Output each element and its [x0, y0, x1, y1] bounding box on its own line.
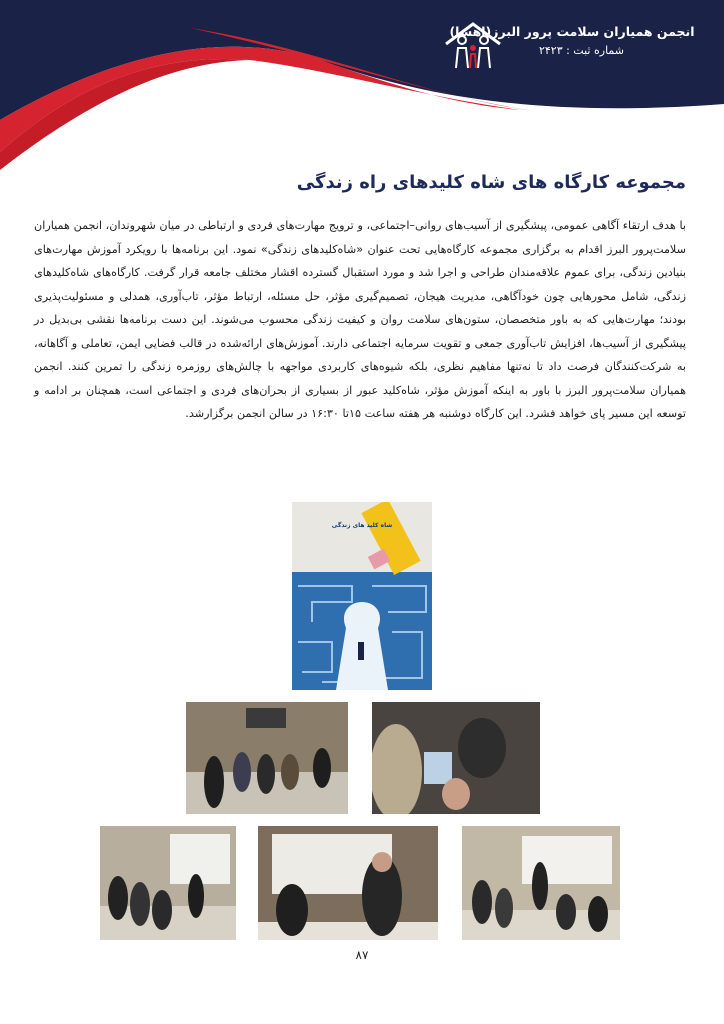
registration-number: شماره ثبت : ۲۴۲۳ [538, 44, 624, 57]
article-title: مجموعه کارگاه های شاه کلیدهای راه زندگی [296, 172, 686, 193]
workshop-photo-1 [186, 702, 348, 814]
page-header [0, 0, 724, 180]
workshop-photo-2 [372, 702, 540, 814]
workshop-poster-image [292, 502, 432, 690]
poster-title: شاه کلید های زندگی [331, 522, 393, 529]
workshop-photo-3 [100, 826, 236, 940]
page-number: ۸۷ [355, 948, 369, 962]
family-house-logo-icon [442, 20, 504, 72]
workshop-photo-4 [258, 826, 438, 940]
workshop-photo-5 [462, 826, 620, 940]
article-body: با هدف ارتقاء آگاهی عمومی، پیشگیری از آسیب‌های روانی–اجتماعی، و ترویج مهارت‌های فردی و ارتباطی در میان شهروندان، انجمن همیاران سلامت‌پرور البرز اقدام به برگزاری مجموعه کارگاه‌هایی تحت عنوان «شاه‌کلیدهای زندگی» نمود. این برنامه‌ها با رویکرد آموزش مهارت‌های بنیادین زندگی، برای عموم علاقه‌مندان طراحی و اجرا شد و مورد استقبال گسترده اقشار مختلف جامعه قرار گرفت. کارگاه‌های شاه‌کلیدهای زندگی، شامل محورهایی چون خودآگاهی، مدیریت هیجان، تصمیم‌گیری مؤثر، حل مسئله، ارتباط مؤثر، تاب‌آوری، همدلی و مسئولیت‌پذیری بودند؛ مهارت‌هایی که به باور متخصصان، ستون‌های سلامت روان و کیفیت زندگی محسوب می‌شوند. این دست برنامه‌ها نقشی بی‌بدیل در پیشگیری از آسیب‌ها، افزایش تاب‌آوری جمعی و تقویت سرمایه اجتماعی دارند. آموزش‌های ارائه‌شده در قالب فضایی ایمن، تعاملی و آگاهانه، به شرکت‌کنندگان فرصت داد تا نه‌تنها مفاهیم نظری، بلکه شیوه‌های کاربردی مواجهه با چالش‌های روزمره زندگی را تمرین کنند. انجمن همیاران سلامت‌پرور البرز با باور به اینکه آموزش مؤثر، شاه‌کلید عبور از بسیاری از بحران‌های فردی و اجتماعی است، همچنان بر ادامه و توسعه این مسیر پای خواهد فشرد. این کارگاه دوشنبه هر هفته ساعت ۱۵تا ۱۶:۳۰ در سالن انجمن برگزارشد. [34, 219, 686, 420]
maze-keyhole-illustration [292, 502, 432, 690]
organization-name: انجمن همیاران سلامت پرور البرز(اهسا) [449, 24, 695, 39]
organization-block [442, 20, 702, 57]
